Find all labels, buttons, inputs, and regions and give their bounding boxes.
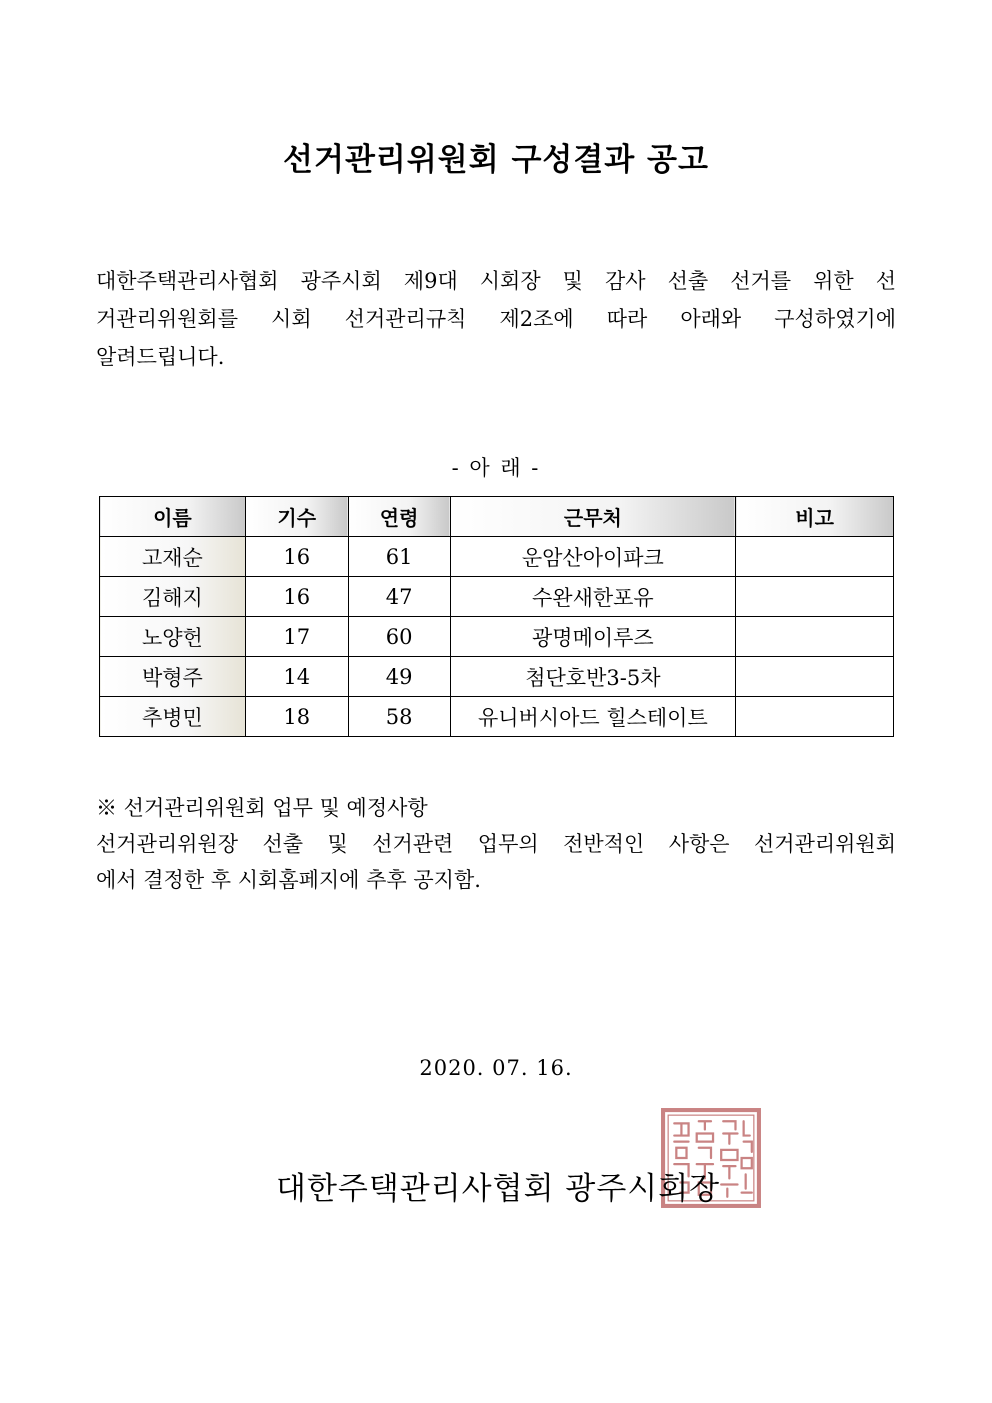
note-paragraph [96, 826, 896, 898]
intro-line-1: 대한주택관리사협회 광주시회 제9대 시회장 및 감사 선출 선거를 위한 선 [96, 269, 896, 293]
member-workplace: 첨단호반3-5차 [450, 657, 736, 697]
note-heading: ※ 선거관리위원회 업무 및 예정사항 [96, 796, 428, 820]
member-age: 60 [348, 617, 450, 657]
member-workplace: 유니버시아드 힐스테이트 [450, 697, 736, 737]
member-class: 14 [245, 657, 348, 697]
table-row [100, 657, 894, 697]
member-remarks [736, 697, 894, 737]
table-row [100, 617, 894, 657]
note-line-1: 선거관리위원장 선출 및 선거관련 업무의 전반적인 사항은 선거관리위원회 [96, 832, 896, 856]
document-date: 2020. 07. 16. [419, 1056, 573, 1080]
member-class: 17 [245, 617, 348, 657]
header-workplace: 근무처 [450, 497, 736, 537]
header-class: 기수 [245, 497, 348, 537]
table-row [100, 697, 894, 737]
member-class: 16 [245, 537, 348, 577]
signatory-name: 대한주택관리사협회 광주시회장 [276, 1171, 721, 1207]
member-workplace: 광명메이루즈 [450, 617, 736, 657]
header-remarks: 비고 [736, 497, 894, 537]
table-row [100, 577, 894, 617]
member-name: 김해지 [100, 577, 246, 617]
table-header-row [100, 497, 894, 537]
member-workplace: 운암산아이파크 [450, 537, 736, 577]
member-name: 박형주 [100, 657, 246, 697]
member-age: 49 [348, 657, 450, 697]
member-remarks [736, 617, 894, 657]
member-class: 18 [245, 697, 348, 737]
member-name: 고재순 [100, 537, 246, 577]
intro-line-3: 알려드립니다. [96, 345, 225, 369]
document-title: 선거관리위원회 구성결과 공고 [283, 142, 709, 178]
member-remarks [736, 657, 894, 697]
member-remarks [736, 537, 894, 577]
note-line-2: 에서 결정한 후 시회홈페지에 추후 공지함. [96, 868, 481, 892]
table-row [100, 537, 894, 577]
intro-line-2: 거관리위원회를 시회 선거관리규칙 제2조에 따라 아래와 구성하였기에 [96, 307, 896, 331]
member-age: 61 [348, 537, 450, 577]
member-class: 16 [245, 577, 348, 617]
member-remarks [736, 577, 894, 617]
member-workplace: 수완새한포유 [450, 577, 736, 617]
member-age: 58 [348, 697, 450, 737]
committee-members-table [99, 496, 894, 737]
intro-paragraph [96, 262, 896, 376]
member-age: 47 [348, 577, 450, 617]
header-name: 이름 [100, 497, 246, 537]
below-label: - 아 래 - [451, 456, 541, 480]
header-age: 연령 [348, 497, 450, 537]
member-name: 추병민 [100, 697, 246, 737]
member-name: 노양헌 [100, 617, 246, 657]
